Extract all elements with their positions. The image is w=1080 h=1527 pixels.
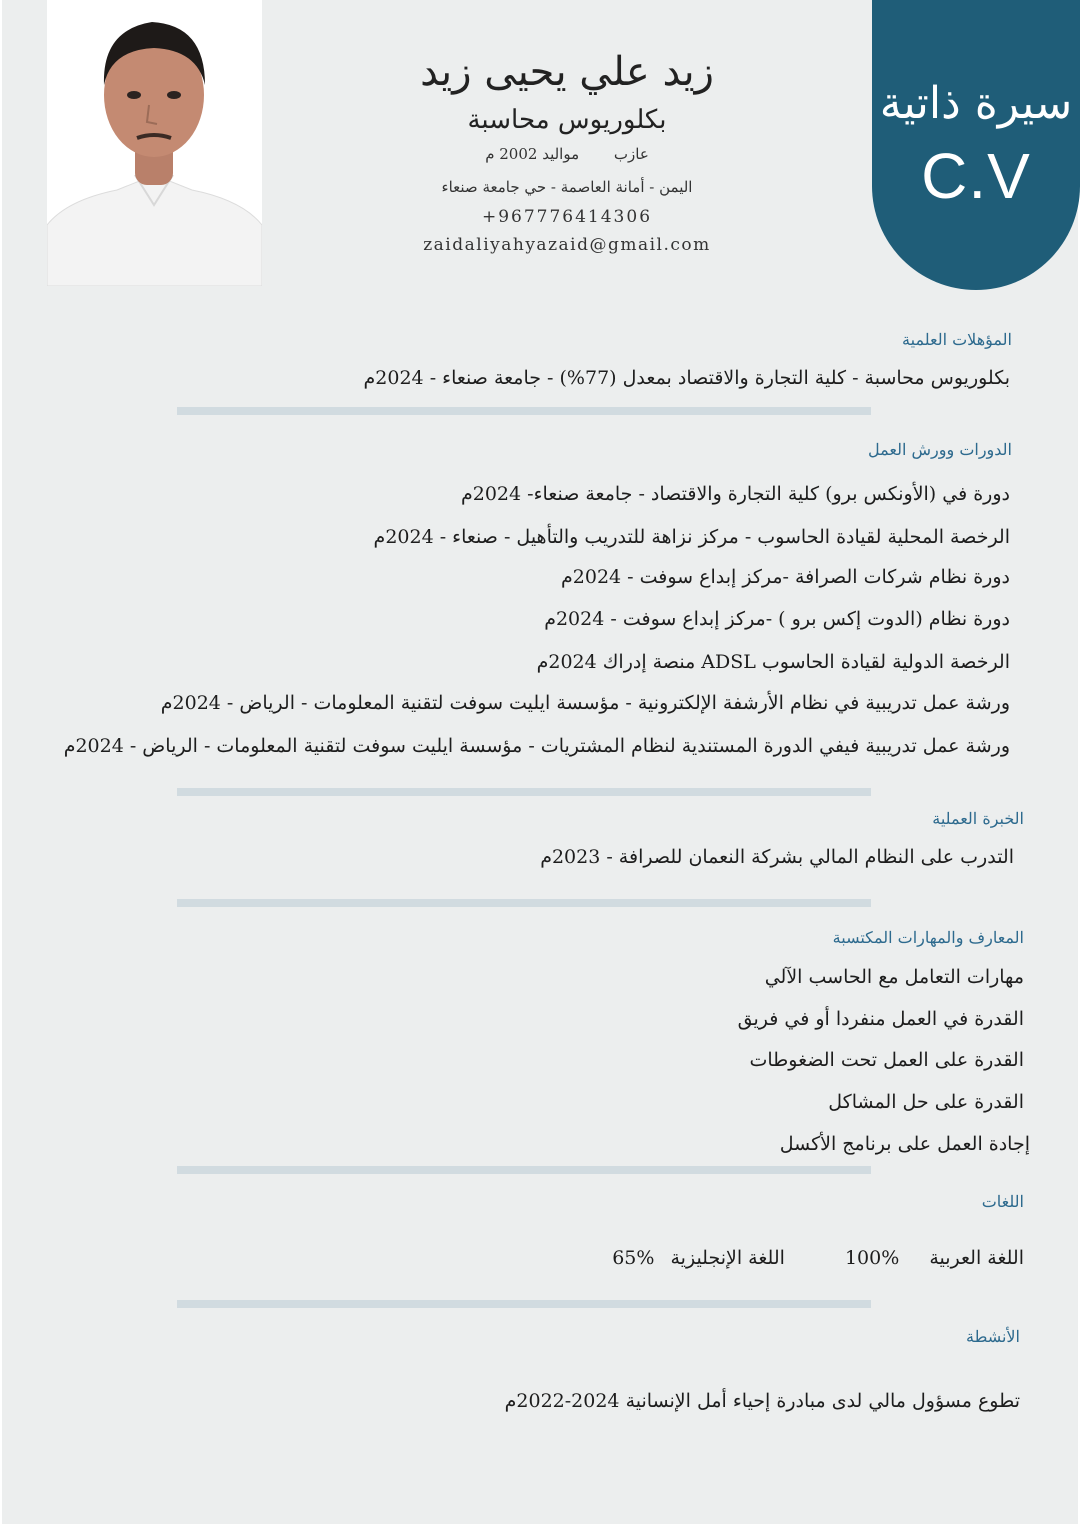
section-divider bbox=[177, 407, 871, 415]
arabic-label: اللغة العربية bbox=[929, 1247, 1024, 1269]
english-level: 65% bbox=[612, 1247, 655, 1269]
activity-item: تطوع مسؤول مالي لدى مبادرة إحياء أمل الإنسانية 2024-2022م bbox=[504, 1390, 1020, 1412]
experience-title: الخبرة العملية bbox=[932, 809, 1024, 828]
courses-title: الدورات وورش العمل bbox=[868, 440, 1012, 459]
personal-status bbox=[332, 143, 802, 165]
cv-badge-label: C.V bbox=[921, 140, 1031, 212]
candidate-degree: بكلوريوس محاسبة bbox=[467, 105, 667, 135]
experience-item: التدرب على النظام المالي بشركة النعمان للصرافة - 2023م bbox=[540, 846, 1014, 868]
cv-page bbox=[2, 0, 1078, 1524]
course-item: دورة في (الأونكس برو) كلية التجارة والاقتصاد - جامعة صنعاء- 2024م bbox=[460, 483, 1010, 505]
course-item: الرخصة الدولية لقيادة الحاسوب ADSL منصة إدراك 2024م bbox=[536, 651, 1010, 673]
section-divider bbox=[177, 788, 871, 796]
languages-row bbox=[612, 1244, 1024, 1272]
profile-photo bbox=[47, 0, 262, 286]
birth-year: مواليد 2002 م bbox=[485, 145, 580, 163]
english-label: اللغة الإنجليزية bbox=[670, 1247, 785, 1269]
education-title: المؤهلات العلمية bbox=[902, 330, 1012, 349]
candidate-name: زيد علي يحيى زيد bbox=[420, 49, 714, 95]
arabic-level: 100% bbox=[844, 1247, 900, 1269]
education-item: بكلوريوس محاسبة - كلية التجارة والاقتصاد بمعدل (77%) - جامعة صنعاء - 2024م bbox=[363, 367, 1010, 389]
course-item: دورة نظام شركات الصرافة -مركز إبداع سوفت - 2024م bbox=[561, 566, 1010, 588]
section-divider bbox=[177, 1166, 871, 1174]
phone-number: +967776414306 bbox=[481, 207, 653, 227]
skill-item: القدرة في العمل منفردا أو في فريق bbox=[737, 1008, 1024, 1030]
course-item: دورة نظام (الدوت إكس برو ) -مركز إبداع سوفت - 2024م bbox=[544, 608, 1010, 630]
address: اليمن - أمانة العاصمة - حي جامعة صنعاء bbox=[441, 178, 693, 196]
section-divider bbox=[177, 1300, 871, 1308]
marital-status: عازب bbox=[613, 145, 649, 163]
languages-title: اللغات bbox=[981, 1192, 1024, 1211]
course-item: ورشة عمل تدريبية فيفي الدورة المستندية لنظام المشتريات - مؤسسة ايليت سوفت لتقنية المعلومات - الرياض - 2024م bbox=[63, 735, 1010, 757]
course-item: الرخصة المحلية لقيادة الحاسوب - مركز نزاهة للتدريب والتأهيل - صنعاء - 2024م bbox=[373, 526, 1010, 548]
skill-item: القدرة على حل المشاكل bbox=[828, 1091, 1024, 1113]
skill-item: مهارات التعامل مع الحاسب الآلي bbox=[764, 966, 1024, 988]
course-item: ورشة عمل تدريبية في نظام الأرشفة الإلكترونية - مؤسسة ايليت سوفت لتقنية المعلومات - الرياض - 2024م bbox=[160, 692, 1010, 714]
cv-badge-title: سيرة ذاتية bbox=[879, 78, 1073, 129]
activities-title: الأنشطة bbox=[966, 1327, 1020, 1346]
cv-badge bbox=[872, 0, 1080, 290]
skills-title: المعارف والمهارات المكتسبة bbox=[832, 928, 1024, 947]
section-divider bbox=[177, 899, 871, 907]
skill-item: إجادة العمل على برنامج الأكسل bbox=[779, 1133, 1030, 1155]
email-address: zaidaliyahyazaid@gmail.com bbox=[423, 235, 711, 255]
skill-item: القدرة على العمل تحت الضغوطات bbox=[749, 1049, 1024, 1071]
